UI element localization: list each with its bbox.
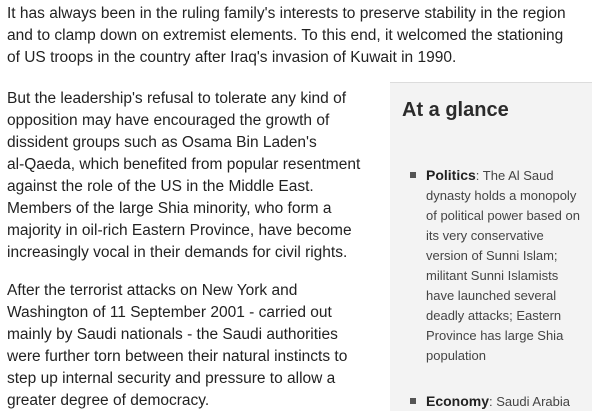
paragraph-line: It has always been in the ruling family's interests to preserve stability in the region — [7, 5, 566, 22]
glance-item-line: population — [426, 348, 486, 363]
paragraph-line: and to clamp down on extremist elements. To this end, it welcomed the stationing — [7, 27, 564, 44]
article-paragraph — [7, 3, 566, 69]
paragraph-line: step up internal security and pressure to allow a — [7, 370, 336, 387]
glance-item-separator: : — [475, 168, 480, 183]
glance-item-line: Saudi Arabia — [492, 394, 570, 409]
glance-item-first-line — [426, 165, 580, 186]
glance-item-heading: Economy — [426, 393, 490, 409]
glance-item-text — [426, 391, 570, 411]
paragraph-line: mainly by Saudi nationals - the Saudi authorities — [7, 326, 338, 343]
paragraph-line: Washington of 11 September 2001 - carried out — [7, 304, 332, 321]
glance-item-separator: : — [489, 394, 493, 409]
paragraph-line: against the role of the US in the Middle East. — [7, 178, 314, 195]
paragraph-line: were further torn between their natural instincts to — [7, 348, 348, 365]
paragraph-line: of US troops in the country after Iraq's invasion of Kuwait in 1990. — [7, 49, 457, 66]
glance-item-line: version of Sunni Islam; — [426, 248, 558, 263]
glance-item-line: The Al Saud — [479, 168, 554, 183]
glance-item-line: its very conservative — [426, 228, 544, 243]
article-paragraph — [7, 280, 347, 411]
paragraph-line: After the terrorist attacks on New York and — [7, 282, 298, 299]
paragraph-line: But the leadership's refusal to tolerate any kind of — [7, 90, 346, 107]
glance-item-line: deadly attacks; Eastern — [426, 308, 562, 323]
paragraph-line: al-Qaeda, which benefited from popular resentment — [7, 156, 361, 173]
article-paragraph — [7, 88, 360, 264]
glance-item-first-line — [426, 391, 570, 411]
bullet-icon — [410, 398, 416, 404]
paragraph-line: majority in oil-rich Eastern Province, have become — [7, 222, 352, 239]
paragraph-line: dissident groups such as Osama Bin Laden's — [7, 134, 317, 151]
glance-item-line: dynasty holds a monopoly — [426, 188, 577, 203]
paragraph-line: increasingly vocal in their demands for civil rights. — [7, 244, 348, 261]
glance-item-line: Province has large Shia — [426, 328, 564, 343]
glance-item-line: have launched several — [426, 288, 557, 303]
paragraph-line: Members of the large Shia minority, who form a — [7, 200, 332, 217]
paragraph-line: greater degree of democracy. — [7, 392, 210, 409]
bullet-icon — [410, 172, 416, 178]
sidebar-title: At a glance — [402, 99, 509, 121]
glance-item-text — [426, 165, 580, 366]
at-a-glance-sidebar — [390, 82, 592, 411]
glance-item-line: of political power based on — [426, 208, 580, 223]
paragraph-line: opposition may have encouraged the growth of — [7, 112, 330, 129]
glance-item-heading: Politics — [426, 167, 476, 183]
glance-item-line: militant Sunni Islamists — [426, 268, 559, 283]
